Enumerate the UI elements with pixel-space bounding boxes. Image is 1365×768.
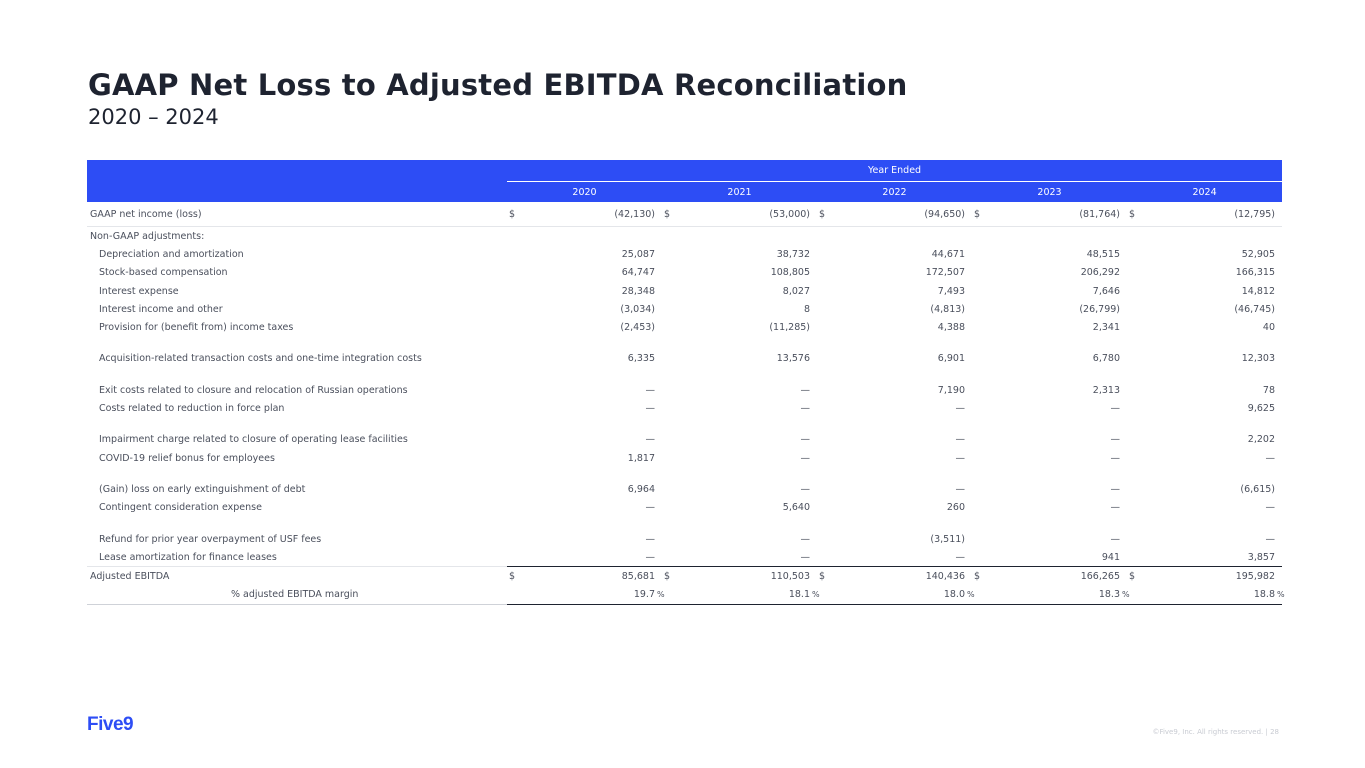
currency-symbol: $	[662, 202, 682, 227]
cell-value: 110,503	[682, 567, 812, 586]
cell-value: 18.0	[837, 586, 967, 605]
header-blank	[87, 160, 507, 182]
cell-value: —	[645, 384, 655, 396]
cell-value: —	[1110, 483, 1120, 495]
cell-value: 38,732	[776, 248, 810, 260]
cell-value: 6,335	[627, 353, 655, 365]
year-header: 2023	[972, 182, 1127, 203]
cell-value: (4,813)	[930, 303, 965, 315]
row-label: Costs related to reduction in force plan	[99, 403, 285, 415]
cell-value: 2,202	[1247, 434, 1275, 446]
currency-symbol: $	[1127, 202, 1147, 227]
cell-value: —	[645, 551, 655, 563]
row-label: Contingent consideration expense	[99, 502, 262, 514]
row-label: GAAP net income (loss)	[87, 202, 507, 227]
table-row	[87, 318, 1282, 336]
row-label: Acquisition-related transaction costs and one-time integration costs	[99, 353, 422, 365]
currency-symbol: $	[972, 567, 992, 586]
table-footer-body	[87, 567, 1285, 605]
cell-value: 18.1	[682, 586, 812, 605]
cell-value: 13,576	[776, 353, 810, 365]
cell-value: 2,313	[1092, 384, 1120, 396]
row-label: Stock-based compensation	[99, 267, 228, 279]
reconciliation-table	[87, 160, 1285, 605]
row-label: Exit costs related to closure and relocation of Russian operations	[99, 384, 408, 396]
table-row-section-heading	[87, 227, 1282, 246]
cell-value: (26,799)	[1079, 303, 1120, 315]
cell-value: 9,625	[1247, 403, 1275, 415]
cell-value: 52,905	[1241, 248, 1275, 260]
cell-value: 4,388	[937, 322, 965, 334]
cell-value: —	[800, 452, 810, 464]
cell-value: 85,681	[527, 567, 657, 586]
cell-value: 48,515	[1086, 248, 1120, 260]
cell-value: 941	[1101, 551, 1120, 563]
cell-value: —	[800, 551, 810, 563]
spacer-row	[87, 337, 1282, 350]
cell-value: 8,027	[782, 285, 810, 297]
percent-symbol: %	[1277, 586, 1282, 605]
header-blank	[87, 182, 507, 203]
spacer-row	[87, 467, 1282, 480]
cell-value: —	[1110, 533, 1120, 545]
table-row	[87, 449, 1282, 467]
cell-value: —	[1265, 502, 1275, 514]
table-row	[87, 431, 1282, 449]
row-label: Adjusted EBITDA	[87, 567, 507, 586]
cell-value: 14,812	[1241, 285, 1275, 297]
cell-value: 7,646	[1092, 285, 1120, 297]
currency-symbol: $	[817, 567, 837, 586]
table-row	[87, 548, 1282, 567]
cell-value: —	[800, 483, 810, 495]
cell-value: 19.7	[527, 586, 657, 605]
cell-value: —	[955, 434, 965, 446]
cell-value: 64,747	[621, 267, 655, 279]
row-label: COVID-19 relief bonus for employees	[99, 452, 275, 464]
row-label: Interest income and other	[99, 303, 223, 315]
cell-value: —	[955, 483, 965, 495]
cell-value: 28,348	[621, 285, 655, 297]
cell-value: 40	[1262, 322, 1275, 334]
cell-value: 12,303	[1241, 353, 1275, 365]
currency-symbol: $	[507, 567, 527, 586]
cell-value: (12,795)	[1147, 202, 1277, 227]
five9-logo: Five9	[87, 714, 134, 735]
cell-value: 18.3	[992, 586, 1122, 605]
currency-symbol: $	[1127, 567, 1147, 586]
row-label: (Gain) loss on early extinguishment of debt	[99, 483, 306, 495]
table-row	[87, 399, 1282, 417]
row-label: Impairment charge related to closure of operating lease facilities	[99, 434, 408, 446]
year-header: 2024	[1127, 182, 1282, 203]
cell-value: —	[800, 533, 810, 545]
cell-value: 172,507	[925, 267, 965, 279]
page-title: GAAP Net Loss to Adjusted EBITDA Reconciliation	[88, 68, 908, 102]
year-header: 2021	[662, 182, 817, 203]
table-row	[87, 480, 1282, 498]
year-header: 2020	[507, 182, 662, 203]
cell-value: 18.8	[1147, 586, 1277, 605]
percent-symbol: %	[1122, 586, 1127, 605]
spacer-row	[87, 517, 1282, 530]
cell-value: 206,292	[1080, 267, 1120, 279]
cell-value: 6,964	[627, 483, 655, 495]
cell-value: 6,901	[937, 353, 965, 365]
cell-value: —	[645, 434, 655, 446]
currency-symbol: $	[972, 202, 992, 227]
page-subtitle: 2020 – 2024	[88, 105, 219, 129]
table-row-gaap-net-income	[87, 202, 1282, 227]
cell-value: 140,436	[837, 567, 967, 586]
cell-value: (2,453)	[620, 322, 655, 334]
spacer-row	[87, 418, 1282, 431]
footer-copyright: ©Five9, Inc. All rights reserved. | 28	[1152, 728, 1279, 736]
row-label: Depreciation and amortization	[99, 248, 244, 260]
currency-symbol: $	[662, 567, 682, 586]
cell-value: 195,982	[1147, 567, 1277, 586]
year-ended-header: Year Ended	[507, 160, 1282, 182]
cell-value: —	[645, 533, 655, 545]
cell-value: (11,285)	[769, 322, 810, 334]
header-row-years	[87, 182, 1282, 203]
reconciliation-table-container	[87, 160, 1285, 605]
cell-value: —	[1265, 533, 1275, 545]
cell-value: —	[955, 452, 965, 464]
row-label: Refund for prior year overpayment of USF fees	[99, 533, 322, 545]
table-body	[87, 202, 1282, 567]
cell-value: —	[1110, 502, 1120, 514]
row-label: % adjusted EBITDA margin	[87, 586, 507, 605]
row-label: Provision for (benefit from) income taxes	[99, 322, 294, 334]
cell-value: (3,511)	[930, 533, 965, 545]
table-row	[87, 300, 1282, 318]
cell-value: 108,805	[770, 267, 810, 279]
cell-value: 8	[803, 303, 810, 315]
cell-value: (53,000)	[682, 202, 812, 227]
cell-value: —	[645, 502, 655, 514]
table-row	[87, 282, 1282, 300]
cell-value: 6,780	[1092, 353, 1120, 365]
table-row-ebitda-margin	[87, 586, 1282, 605]
table-row	[87, 350, 1282, 368]
cell-value: —	[955, 403, 965, 415]
cell-value: —	[800, 384, 810, 396]
table-row-adjusted-ebitda	[87, 567, 1282, 586]
cell-value: (3,034)	[620, 303, 655, 315]
table-row	[87, 381, 1282, 399]
cell-value: —	[800, 403, 810, 415]
cell-value: 260	[946, 502, 965, 514]
cell-value: —	[1110, 403, 1120, 415]
cell-value: —	[1110, 434, 1120, 446]
cell-value: 166,315	[1235, 267, 1275, 279]
cell-value: (46,745)	[1234, 303, 1275, 315]
cell-value: —	[1265, 452, 1275, 464]
row-label: Interest expense	[99, 285, 179, 297]
cell-value: —	[955, 551, 965, 563]
cell-value: 7,190	[937, 384, 965, 396]
currency-symbol: $	[817, 202, 837, 227]
cell-value: 166,265	[992, 567, 1122, 586]
spacer-row	[87, 368, 1282, 381]
cell-value: —	[800, 434, 810, 446]
cell-value: 1,817	[627, 452, 655, 464]
table-row	[87, 530, 1282, 548]
percent-symbol: %	[657, 586, 662, 605]
cell-value: 5,640	[782, 502, 810, 514]
cell-value: 78	[1262, 384, 1275, 396]
header-row-group	[87, 160, 1282, 182]
cell-value: (81,764)	[992, 202, 1122, 227]
cell-value: 25,087	[621, 248, 655, 260]
cell-value: —	[1110, 452, 1120, 464]
cell-value: 7,493	[937, 285, 965, 297]
table-row	[87, 245, 1282, 263]
row-label: Lease amortization for finance leases	[99, 551, 277, 563]
year-header: 2022	[817, 182, 972, 203]
cell-value: 44,671	[931, 248, 965, 260]
cell-value: 2,341	[1092, 322, 1120, 334]
currency-symbol: $	[507, 202, 527, 227]
percent-symbol: %	[967, 586, 972, 605]
percent-symbol: %	[812, 586, 817, 605]
cell-value: (94,650)	[837, 202, 967, 227]
table-row	[87, 499, 1282, 517]
cell-value: 3,857	[1247, 551, 1275, 563]
cell-value: —	[645, 403, 655, 415]
cell-value: (42,130)	[527, 202, 657, 227]
table-row	[87, 264, 1282, 282]
cell-value: (6,615)	[1240, 483, 1275, 495]
section-heading: Non-GAAP adjustments:	[90, 230, 205, 242]
